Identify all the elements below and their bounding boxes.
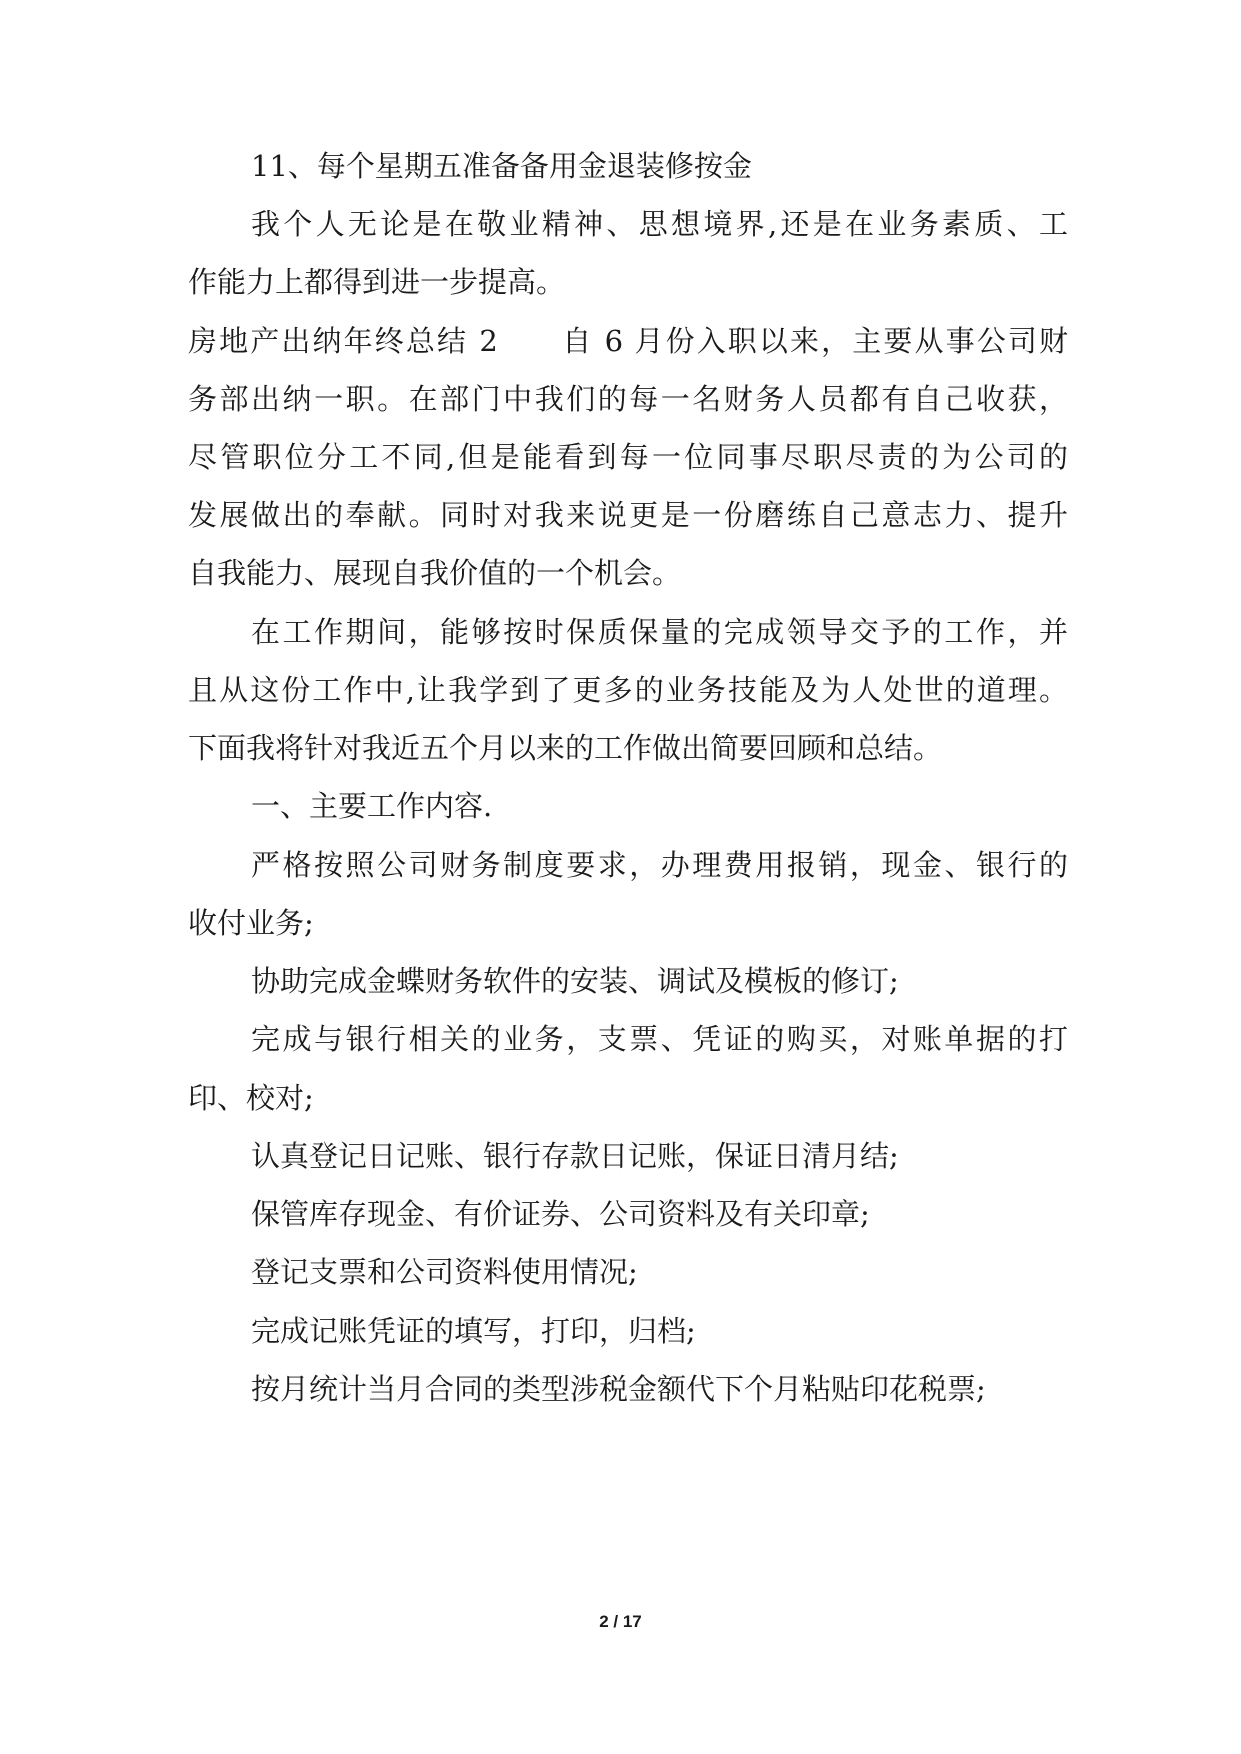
paragraph-line: 保管库存现金、有价证券、公司资料及有关印章; bbox=[251, 1197, 870, 1231]
paragraph-line: 协助完成金蝶财务软件的安装、调试及模板的修订; bbox=[251, 964, 899, 998]
page-number: 2 / 17 bbox=[599, 1612, 642, 1631]
paragraph-line: 我个人无论是在敬业精神、思想境界,还是在业务素质、工 bbox=[251, 207, 1068, 241]
paragraph-line: 自我能力、展现自我价值的一个机会。 bbox=[188, 556, 682, 590]
paragraph-line: 登记支票和公司资料使用情况; bbox=[251, 1255, 638, 1289]
paragraph-line: 务部出纳一职。在部门中我们的每一名财务人员都有自己收获， bbox=[188, 382, 1068, 416]
section-heading-line: 房地产出纳年终总结 2 自 6 月份入职以来，主要从事公司财 bbox=[188, 324, 1068, 358]
subheading-line: 一、主要工作内容. bbox=[251, 789, 493, 823]
paragraph-line: 收付业务; bbox=[188, 906, 314, 940]
paragraph-line: 严格按照公司财务制度要求，办理费用报销，现金、银行的 bbox=[251, 848, 1068, 882]
paragraph-line: 完成记账凭证的填写，打印，归档; bbox=[251, 1314, 696, 1348]
paragraph-line: 完成与银行相关的业务，支票、凭证的购买，对账单据的打 bbox=[251, 1022, 1068, 1056]
paragraph-line: 认真登记日记账、银行存款日记账，保证日清月结; bbox=[251, 1139, 899, 1173]
paragraph-line: 11、每个星期五准备备用金退装修按金 bbox=[251, 149, 752, 183]
paragraph-line: 尽管职位分工不同,但是能看到每一位同事尽职尽责的为公司的 bbox=[188, 440, 1068, 474]
paragraph-line: 下面我将针对我近五个月以来的工作做出简要回顾和总结。 bbox=[188, 731, 943, 765]
paragraph-line: 按月统计当月合同的类型涉税金额代下个月粘贴印花税票; bbox=[251, 1372, 986, 1406]
paragraph-line: 且从这份工作中,让我学到了更多的业务技能及为人处世的道理。 bbox=[188, 673, 1068, 707]
paragraph-line: 发展做出的奉献。同时对我来说更是一份磨练自己意志力、提升 bbox=[188, 498, 1068, 532]
paragraph-line: 在工作期间，能够按时保质保量的完成领导交予的工作，并 bbox=[251, 615, 1068, 649]
paragraph-line: 印、校对; bbox=[188, 1081, 314, 1115]
paragraph-line: 作能力上都得到进一步提高。 bbox=[188, 265, 566, 299]
